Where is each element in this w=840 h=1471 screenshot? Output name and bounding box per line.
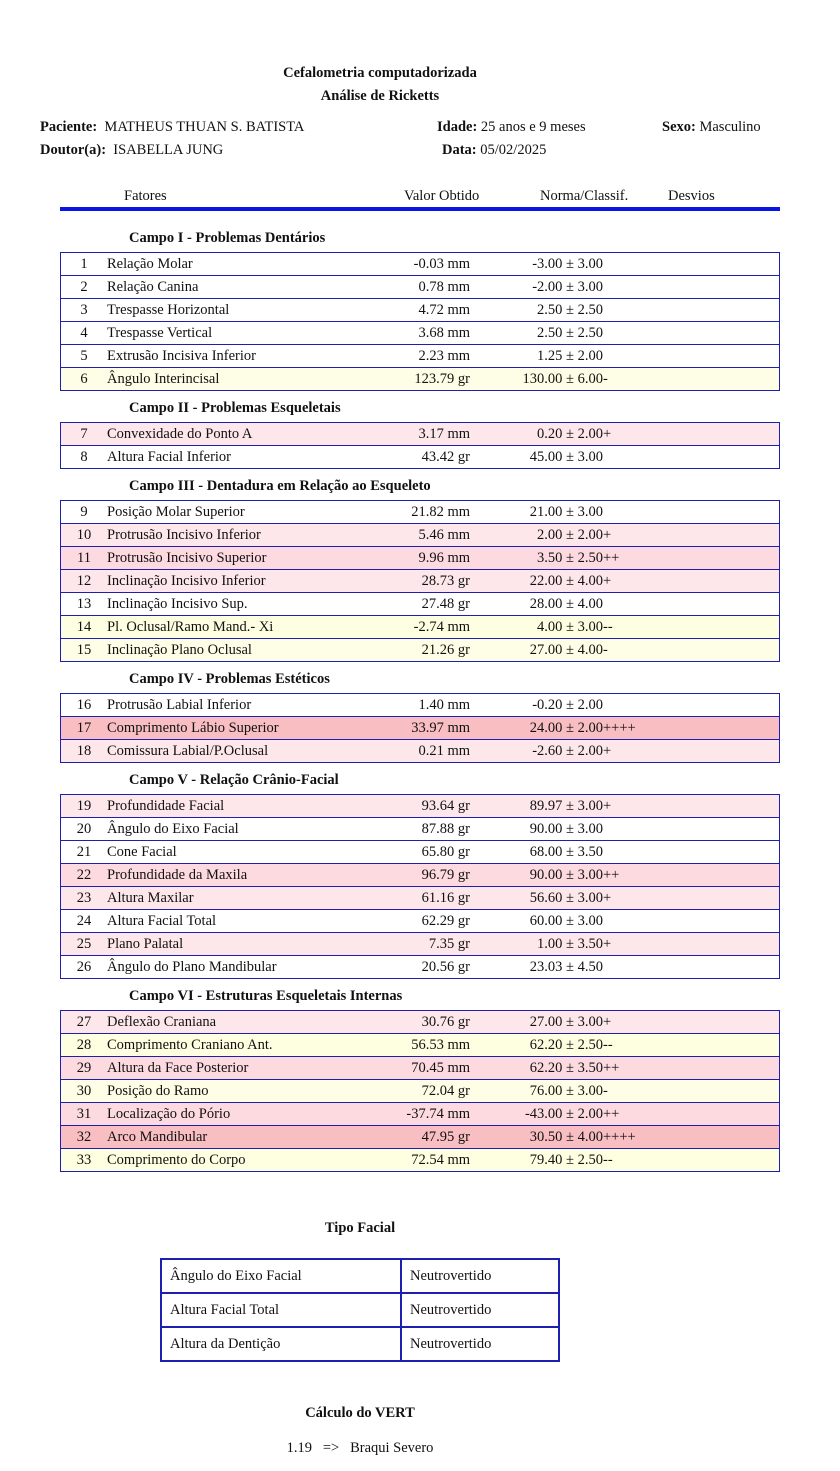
deviation-mark <box>603 322 780 345</box>
obtained-value: 47.95 gr <box>341 1126 470 1149</box>
section-table <box>60 1010 780 1172</box>
obtained-value: 96.79 gr <box>341 864 470 887</box>
norm-value: 89.97 ± 3.00 <box>470 795 603 818</box>
patient-field <box>40 119 304 136</box>
row-number: 25 <box>61 933 108 956</box>
obtained-value: -0.03 mm <box>341 253 470 276</box>
facial-type-value: Neutrovertido <box>401 1327 559 1361</box>
factor-name: Trespasse Vertical <box>107 322 341 345</box>
section-title: Campo III - Dentadura em Relação ao Esqueleto <box>129 478 431 494</box>
norm-value: 68.00 ± 3.50 <box>470 841 603 864</box>
factor-name: Altura Facial Total <box>107 910 341 933</box>
facial-type-value: Neutrovertido <box>401 1259 559 1293</box>
table-row <box>61 547 780 570</box>
row-number: 28 <box>61 1034 108 1057</box>
deviation-mark <box>603 501 780 524</box>
column-header-factors: Fatores <box>124 188 167 204</box>
facial-type-label: Altura Facial Total <box>161 1293 401 1327</box>
age-label: Idade: <box>437 119 478 135</box>
row-number: 15 <box>61 639 108 662</box>
report-title: Cefalometria computadorizada <box>283 65 477 81</box>
obtained-value: 3.68 mm <box>341 322 470 345</box>
row-number: 10 <box>61 524 108 547</box>
row-number: 16 <box>61 694 108 717</box>
section-title: Campo I - Problemas Dentários <box>129 230 326 246</box>
obtained-value: 20.56 gr <box>341 956 470 979</box>
obtained-value: 0.21 mm <box>341 740 470 763</box>
facial-type-label: Ângulo do Eixo Facial <box>161 1259 401 1293</box>
norm-value: 4.00 ± 3.00 <box>470 616 603 639</box>
obtained-value: 87.88 gr <box>341 818 470 841</box>
section-title: Campo V - Relação Crânio-Facial <box>129 772 339 788</box>
norm-value: 2.50 ± 2.50 <box>470 299 603 322</box>
facial-type-table <box>160 1258 560 1362</box>
vert-title: Cálculo do VERT <box>305 1405 415 1421</box>
section-title: Campo IV - Problemas Estéticos <box>129 671 330 687</box>
deviation-mark: + <box>603 933 780 956</box>
section-table <box>60 693 780 763</box>
deviation-mark: -- <box>603 1149 780 1172</box>
norm-value: 79.40 ± 2.50 <box>470 1149 603 1172</box>
row-number: 21 <box>61 841 108 864</box>
row-number: 17 <box>61 717 108 740</box>
table-row <box>61 717 780 740</box>
factor-name: Comprimento do Corpo <box>107 1149 341 1172</box>
table-row <box>61 1149 780 1172</box>
factor-name: Comprimento Lábio Superior <box>107 717 341 740</box>
obtained-value: 4.72 mm <box>341 299 470 322</box>
factor-name: Posição do Ramo <box>107 1080 341 1103</box>
norm-value: 23.03 ± 4.50 <box>470 956 603 979</box>
deviation-mark: + <box>603 795 780 818</box>
row-number: 7 <box>61 423 108 446</box>
table-row <box>61 910 780 933</box>
row-number: 31 <box>61 1103 108 1126</box>
deviation-mark: ++ <box>603 547 780 570</box>
norm-value: 2.00 ± 2.00 <box>470 524 603 547</box>
section-table <box>60 794 780 979</box>
obtained-value: 72.04 gr <box>341 1080 470 1103</box>
deviation-mark: ++ <box>603 1057 780 1080</box>
deviation-mark <box>603 593 780 616</box>
norm-value: -43.00 ± 2.00 <box>470 1103 603 1126</box>
row-number: 18 <box>61 740 108 763</box>
obtained-value: 21.26 gr <box>341 639 470 662</box>
row-number: 24 <box>61 910 108 933</box>
deviation-mark <box>603 841 780 864</box>
deviation-mark <box>603 345 780 368</box>
deviation-mark <box>603 956 780 979</box>
sex-value: Masculino <box>699 119 761 135</box>
factor-name: Ângulo do Eixo Facial <box>107 818 341 841</box>
norm-value: 27.00 ± 3.00 <box>470 1011 603 1034</box>
norm-value: 90.00 ± 3.00 <box>470 818 603 841</box>
facial-type-value: Neutrovertido <box>401 1293 559 1327</box>
facial-type-row <box>161 1293 559 1327</box>
obtained-value: 43.42 gr <box>341 446 470 469</box>
table-row <box>61 1126 780 1149</box>
sex-field <box>662 119 761 136</box>
obtained-value: 5.46 mm <box>341 524 470 547</box>
obtained-value: 93.64 gr <box>341 795 470 818</box>
table-row <box>61 1103 780 1126</box>
norm-value: 62.20 ± 2.50 <box>470 1034 603 1057</box>
factor-name: Comprimento Craniano Ant. <box>107 1034 341 1057</box>
obtained-value: 123.79 gr <box>341 368 470 391</box>
deviation-mark <box>603 694 780 717</box>
factor-name: Trespasse Horizontal <box>107 299 341 322</box>
sex-label: Sexo: <box>662 119 696 135</box>
deviation-mark: + <box>603 887 780 910</box>
obtained-value: 70.45 mm <box>341 1057 470 1080</box>
table-row <box>61 322 780 345</box>
norm-value: 90.00 ± 3.00 <box>470 864 603 887</box>
table-row <box>61 593 780 616</box>
patient-label: Paciente: <box>40 119 98 135</box>
norm-value: 24.00 ± 2.00 <box>470 717 603 740</box>
deviation-mark: + <box>603 740 780 763</box>
norm-value: 30.50 ± 4.00 <box>470 1126 603 1149</box>
norm-value: 62.20 ± 3.50 <box>470 1057 603 1080</box>
factor-name: Localização do Pório <box>107 1103 341 1126</box>
row-number: 1 <box>61 253 108 276</box>
norm-value: 1.25 ± 2.00 <box>470 345 603 368</box>
norm-value: 45.00 ± 3.00 <box>470 446 603 469</box>
obtained-value: -2.74 mm <box>341 616 470 639</box>
factor-name: Arco Mandibular <box>107 1126 341 1149</box>
row-number: 8 <box>61 446 108 469</box>
report-subtitle: Análise de Ricketts <box>320 88 440 104</box>
factor-name: Plano Palatal <box>107 933 341 956</box>
vert-result <box>0 1440 720 1457</box>
factor-name: Posição Molar Superior <box>107 501 341 524</box>
table-row <box>61 841 780 864</box>
obtained-value: 61.16 gr <box>341 887 470 910</box>
row-number: 27 <box>61 1011 108 1034</box>
deviation-mark <box>603 446 780 469</box>
factor-name: Ângulo Interincisal <box>107 368 341 391</box>
vert-value: 1.19 <box>286 1440 312 1456</box>
table-row <box>61 933 780 956</box>
norm-value: 21.00 ± 3.00 <box>470 501 603 524</box>
obtained-value: 21.82 mm <box>341 501 470 524</box>
row-number: 30 <box>61 1080 108 1103</box>
table-row <box>61 368 780 391</box>
deviation-mark: + <box>603 570 780 593</box>
obtained-value: 3.17 mm <box>341 423 470 446</box>
facial-type-label: Altura da Dentição <box>161 1327 401 1361</box>
row-number: 33 <box>61 1149 108 1172</box>
norm-value: 56.60 ± 3.00 <box>470 887 603 910</box>
row-number: 19 <box>61 795 108 818</box>
table-row <box>61 345 780 368</box>
table-row <box>61 299 780 322</box>
facial-type-row <box>161 1327 559 1361</box>
factor-name: Profundidade da Maxila <box>107 864 341 887</box>
norm-value: 1.00 ± 3.50 <box>470 933 603 956</box>
factor-name: Protrusão Labial Inferior <box>107 694 341 717</box>
obtained-value: 2.23 mm <box>341 345 470 368</box>
row-number: 23 <box>61 887 108 910</box>
row-number: 9 <box>61 501 108 524</box>
factor-name: Cone Facial <box>107 841 341 864</box>
facial-type-row <box>161 1259 559 1293</box>
table-row <box>61 616 780 639</box>
factor-name: Inclinação Incisivo Inferior <box>107 570 341 593</box>
factor-name: Relação Canina <box>107 276 341 299</box>
obtained-value: 65.80 gr <box>341 841 470 864</box>
deviation-mark: ++ <box>603 1103 780 1126</box>
header-divider <box>60 207 780 211</box>
section-table <box>60 422 780 469</box>
row-number: 4 <box>61 322 108 345</box>
obtained-value: 30.76 gr <box>341 1011 470 1034</box>
row-number: 3 <box>61 299 108 322</box>
obtained-value: 33.97 mm <box>341 717 470 740</box>
column-header-deviation: Desvios <box>668 188 715 204</box>
row-number: 13 <box>61 593 108 616</box>
table-row <box>61 570 780 593</box>
deviation-mark <box>603 276 780 299</box>
obtained-value: 72.54 mm <box>341 1149 470 1172</box>
norm-value: -2.60 ± 2.00 <box>470 740 603 763</box>
deviation-mark: - <box>603 1080 780 1103</box>
section-table <box>60 500 780 662</box>
obtained-value: 28.73 gr <box>341 570 470 593</box>
norm-value: 76.00 ± 3.00 <box>470 1080 603 1103</box>
norm-value: -3.00 ± 3.00 <box>470 253 603 276</box>
row-number: 11 <box>61 547 108 570</box>
obtained-value: 0.78 mm <box>341 276 470 299</box>
factor-name: Extrusão Incisiva Inferior <box>107 345 341 368</box>
obtained-value: 7.35 gr <box>341 933 470 956</box>
table-row <box>61 1034 780 1057</box>
deviation-mark: -- <box>603 616 780 639</box>
deviation-mark <box>603 910 780 933</box>
table-row <box>61 1080 780 1103</box>
vert-classification: Braqui Severo <box>350 1440 434 1456</box>
age-field <box>437 119 586 136</box>
norm-value: 28.00 ± 4.00 <box>470 593 603 616</box>
table-row <box>61 694 780 717</box>
patient-name: MATHEUS THUAN S. BATISTA <box>104 119 305 135</box>
obtained-value: 1.40 mm <box>341 694 470 717</box>
norm-value: 60.00 ± 3.00 <box>470 910 603 933</box>
norm-value: -2.00 ± 3.00 <box>470 276 603 299</box>
deviation-mark: ++++ <box>603 717 780 740</box>
deviation-mark: -- <box>603 1034 780 1057</box>
norm-value: 22.00 ± 4.00 <box>470 570 603 593</box>
row-number: 2 <box>61 276 108 299</box>
row-number: 6 <box>61 368 108 391</box>
factor-name: Altura da Face Posterior <box>107 1057 341 1080</box>
section-title: Campo II - Problemas Esqueletais <box>129 400 341 416</box>
row-number: 12 <box>61 570 108 593</box>
norm-value: 130.00 ± 6.00 <box>470 368 603 391</box>
deviation-mark: ++ <box>603 864 780 887</box>
table-row <box>61 1011 780 1034</box>
table-row <box>61 639 780 662</box>
factor-name: Inclinação Plano Oclusal <box>107 639 341 662</box>
date-field <box>442 142 546 159</box>
row-number: 20 <box>61 818 108 841</box>
row-number: 5 <box>61 345 108 368</box>
deviation-mark: + <box>603 1011 780 1034</box>
obtained-value: -37.74 mm <box>341 1103 470 1126</box>
column-header-norm: Norma/Classif. <box>540 188 629 204</box>
vert-arrow: => <box>322 1440 340 1456</box>
column-header-value: Valor Obtido <box>404 188 480 204</box>
factor-name: Comissura Labial/P.Oclusal <box>107 740 341 763</box>
table-row <box>61 423 780 446</box>
factor-name: Protrusão Incisivo Inferior <box>107 524 341 547</box>
factor-name: Pl. Oclusal/Ramo Mand.- Xi <box>107 616 341 639</box>
deviation-mark <box>603 299 780 322</box>
factor-name: Ângulo do Plano Mandibular <box>107 956 341 979</box>
deviation-mark: - <box>603 639 780 662</box>
table-row <box>61 795 780 818</box>
section-title: Campo VI - Estruturas Esqueletais Internas <box>129 988 403 1004</box>
norm-value: 27.00 ± 4.00 <box>470 639 603 662</box>
row-number: 22 <box>61 864 108 887</box>
deviation-mark: + <box>603 423 780 446</box>
factor-name: Profundidade Facial <box>107 795 341 818</box>
factor-name: Altura Facial Inferior <box>107 446 341 469</box>
factor-name: Protrusão Incisivo Superior <box>107 547 341 570</box>
norm-value: -0.20 ± 2.00 <box>470 694 603 717</box>
table-row <box>61 501 780 524</box>
date-label: Data: <box>442 142 477 158</box>
doctor-name: ISABELLA JUNG <box>113 142 224 158</box>
doctor-label: Doutor(a): <box>40 142 107 158</box>
age-value: 25 anos e 9 meses <box>480 119 586 135</box>
factor-name: Relação Molar <box>107 253 341 276</box>
table-row <box>61 887 780 910</box>
deviation-mark <box>603 818 780 841</box>
table-row <box>61 446 780 469</box>
obtained-value: 27.48 gr <box>341 593 470 616</box>
date-value: 05/02/2025 <box>480 142 547 158</box>
norm-value: 2.50 ± 2.50 <box>470 322 603 345</box>
table-row <box>61 276 780 299</box>
factor-name: Convexidade do Ponto A <box>107 423 341 446</box>
table-row <box>61 740 780 763</box>
factor-name: Inclinação Incisivo Sup. <box>107 593 341 616</box>
table-row <box>61 818 780 841</box>
deviation-mark: + <box>603 524 780 547</box>
table-row <box>61 956 780 979</box>
factor-name: Altura Maxilar <box>107 887 341 910</box>
row-number: 26 <box>61 956 108 979</box>
norm-value: 0.20 ± 2.00 <box>470 423 603 446</box>
section-table <box>60 252 780 391</box>
deviation-mark: - <box>603 368 780 391</box>
doctor-field <box>40 142 223 159</box>
table-row <box>61 864 780 887</box>
facial-type-title: Tipo Facial <box>324 1220 396 1236</box>
obtained-value: 9.96 mm <box>341 547 470 570</box>
norm-value: 3.50 ± 2.50 <box>470 547 603 570</box>
table-row <box>61 1057 780 1080</box>
table-row <box>61 524 780 547</box>
row-number: 32 <box>61 1126 108 1149</box>
table-row <box>61 253 780 276</box>
factor-name: Deflexão Craniana <box>107 1011 341 1034</box>
row-number: 14 <box>61 616 108 639</box>
row-number: 29 <box>61 1057 108 1080</box>
obtained-value: 62.29 gr <box>341 910 470 933</box>
deviation-mark <box>603 253 780 276</box>
obtained-value: 56.53 mm <box>341 1034 470 1057</box>
deviation-mark: ++++ <box>603 1126 780 1149</box>
